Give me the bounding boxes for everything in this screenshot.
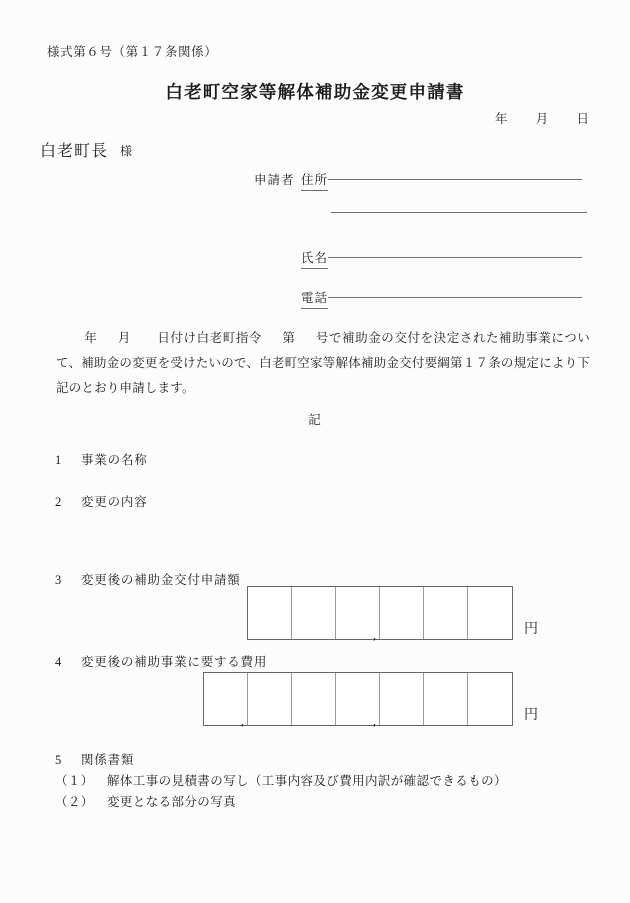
item-1-label: 事業の名称 <box>81 453 148 467</box>
grant-amount-cell-1[interactable] <box>248 587 292 639</box>
project-cost-cell-4[interactable] <box>336 673 380 728</box>
body-month-label: 月 <box>117 331 131 345</box>
item-3-label: 変更後の補助金交付申請額 <box>81 573 241 587</box>
project-cost-cell-6[interactable] <box>424 673 468 725</box>
item-4-number: 4 <box>55 655 63 669</box>
body-main-text: 号で補助金の交付を決定された補助事業について、補助金の変更を受けたいので、白老町空家等解体補助金交付要綱第１７条の規定により下記のとおり申請します。 <box>56 331 590 395</box>
applicant-name-field[interactable] <box>301 248 582 269</box>
applicant-group-label: 申請者 <box>254 173 295 187</box>
grant-amount-box[interactable] <box>247 586 539 642</box>
applicant-tel-label: 電話 <box>301 288 328 309</box>
project-cost-cell-1[interactable] <box>204 673 248 728</box>
project-cost-cell-5[interactable] <box>380 673 424 725</box>
item-1-number: 1 <box>55 453 63 467</box>
applicant-address-label: 住所 <box>301 170 328 191</box>
ki-marker: 記 <box>308 413 322 427</box>
grant-amount-cell-4[interactable] <box>380 587 424 639</box>
date-month-label: 月 <box>535 112 549 126</box>
item-4-project-cost <box>55 652 267 670</box>
item-2-change-details <box>55 492 148 510</box>
sub-item-1-label: 解体工事の見積書の写し（工事内容及び費用内訳が確認できるもの） <box>107 774 507 788</box>
grant-amount-unit: 円 <box>524 622 539 637</box>
item-5-label: 関係書類 <box>81 753 135 767</box>
date-line <box>495 109 589 127</box>
grant-amount-grid[interactable] <box>247 586 513 640</box>
sub-item-1-number: （１） <box>55 774 94 788</box>
item-3-number: 3 <box>55 573 63 587</box>
sub-item-2-label: 変更となる部分の写真 <box>107 795 237 809</box>
item-5-number: 5 <box>55 753 63 767</box>
page-title: 白老町空家等解体補助金変更申請書 <box>165 82 465 102</box>
addressee <box>40 138 133 161</box>
project-cost-cell-2[interactable] <box>248 673 292 725</box>
item-5-related-documents <box>55 750 134 768</box>
project-cost-comma-2: , <box>373 714 376 728</box>
item-3-grant-amount <box>55 570 241 588</box>
sub-item-2-number: （２） <box>55 795 94 809</box>
item-2-number: 2 <box>55 495 63 509</box>
item-4-label: 変更後の補助事業に要する費用 <box>81 655 268 669</box>
applicant-address-field[interactable] <box>301 170 582 191</box>
applicant-address-rule <box>328 178 582 180</box>
addressee-name: 白老町長 <box>40 143 109 160</box>
applicant-address-field-line2[interactable] <box>331 206 587 221</box>
project-cost-grid[interactable] <box>203 672 513 726</box>
body-order-dai: 第 <box>282 331 296 345</box>
project-cost-cell-7[interactable] <box>468 673 512 725</box>
grant-amount-cell-2[interactable] <box>292 587 336 639</box>
date-year-label: 年 <box>495 112 508 126</box>
grant-amount-comma-1: , <box>373 628 376 642</box>
applicant-name-label: 氏名 <box>301 248 328 269</box>
item-1-business-name <box>55 450 148 468</box>
grant-amount-cell-6[interactable] <box>468 587 512 639</box>
project-cost-comma-1: , <box>241 714 244 728</box>
sub-item-2-photos <box>55 792 236 810</box>
project-cost-cell-3[interactable] <box>292 673 336 725</box>
form-number: 様式第６号（第１７条関係） <box>47 45 218 59</box>
applicant-tel-field[interactable] <box>301 288 582 309</box>
applicant-tel-rule <box>328 296 582 298</box>
date-day-label: 日 <box>576 112 590 126</box>
applicant-address-rule-2 <box>331 211 587 213</box>
body-year-label: 年 <box>84 331 98 345</box>
item-2-label: 変更の内容 <box>81 495 148 509</box>
applicant-name-rule <box>328 256 582 258</box>
project-cost-box[interactable] <box>203 672 539 728</box>
grant-amount-cell-3[interactable] <box>336 587 380 642</box>
sub-item-1-estimate <box>55 771 507 789</box>
project-cost-unit: 円 <box>524 708 539 723</box>
body-order-prefix: 日付け白老町指令 <box>156 331 262 345</box>
body-paragraph <box>56 326 590 401</box>
addressee-honorific: 様 <box>120 144 133 158</box>
grant-amount-cell-5[interactable] <box>424 587 468 639</box>
